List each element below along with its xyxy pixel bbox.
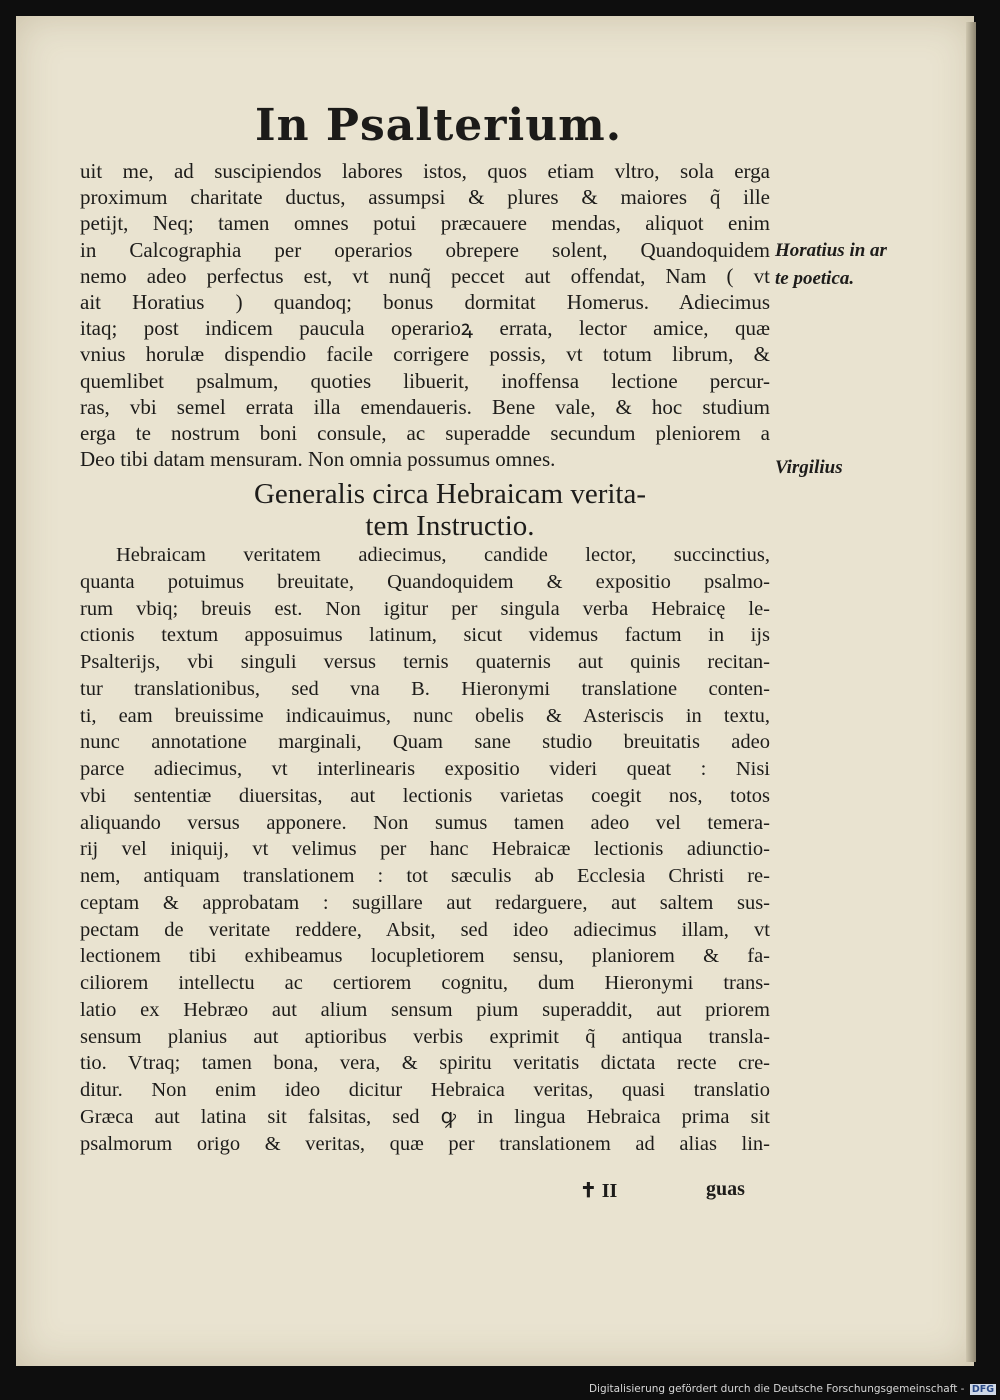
text-line: rum vbiq; breuis est. Non igitur per singula verba Hebraicę le- xyxy=(80,597,770,620)
text-line: sensum planius aut aptioribus verbis exprimit q̃ antiqua transla- xyxy=(80,1025,770,1048)
catchword: guas xyxy=(706,1178,745,1200)
margin-note-virgilius: Virgilius xyxy=(775,457,843,478)
text-line: nunc annotatione marginali, Quam sane studio breuitatis adeo xyxy=(80,731,770,754)
text-line: lectionem tibi exhibeamus locupletiorem sensu, planiorem & fa- xyxy=(80,945,770,968)
section-title-line-2: tem Instructio. xyxy=(365,510,535,542)
page-edge xyxy=(966,22,976,1362)
text-line: erga te nostrum boni consule, ac superadde secundum pleniorem a xyxy=(80,420,770,445)
text-line: Græca aut latina sit falsitas, sed ꝙ in lingua Hebraica prima sit xyxy=(80,1105,770,1128)
paragraph-1 xyxy=(80,158,770,472)
section-title-line-1: Generalis circa Hebraicam verita- xyxy=(253,478,647,510)
text-line: rij vel iniquij, vt velimus per hanc Hebraicæ lectionis adiunctio- xyxy=(80,838,770,861)
paragraph-2 xyxy=(80,542,770,1157)
text-line: vnius horulæ dispendio facile corrigere possis, vt totum librum, & xyxy=(80,342,770,367)
text-line: itaq; post indicem paucula operarioꝝ errata, lector amice, quæ xyxy=(80,316,770,341)
text-line: ait Horatius ) quandoq; bonus dormitat Homerus. Adiecimus xyxy=(80,289,770,314)
text-line: Deo tibi datam mensuram. Non omnia possumus omnes. xyxy=(80,447,556,472)
text-line: psalmorum origo & veritas, quæ per translationem ad alias lin- xyxy=(80,1132,770,1155)
text-line: ditur. Non enim ideo dicitur Hebraica veritas, quasi translatio xyxy=(80,1079,770,1101)
margin-note-horatius: Horatius in ar xyxy=(775,240,887,261)
text-line: ti, eam breuissime indicauimus, nunc obelis & Asteriscis in textu, xyxy=(80,704,770,727)
text-line: in Calcographia per operarios obrepere solent, Quandoquidem xyxy=(80,237,770,262)
margin-note-horatius-cont: te poetica. xyxy=(775,268,855,289)
text-line: ceptam & approbatam : sugillare aut redarguere, aut saltem sus- xyxy=(80,891,770,914)
text-line: parce adiecimus, vt interlinearis expositio videri queat : Nisi xyxy=(80,758,770,780)
footer-text: Digitalisierung gefördert durch die Deutsche Forschungsgemeinschaft - xyxy=(588,1383,965,1395)
running-header: In Psalterium. xyxy=(255,100,623,151)
text-line: Psalterijs, vbi singuli versus ternis quaternis aut quinis recitan- xyxy=(80,651,770,673)
signature-mark: ✝ II xyxy=(580,1180,618,1202)
text-line: latio ex Hebræo aut alium sensum pium superaddit, aut priorem xyxy=(80,998,770,1021)
text-line: ciliorem intellectu ac certiorem cognitu, dum Hieronymi trans- xyxy=(80,972,770,994)
text-line: tur translationibus, sed vna B. Hieronymi translatione conten- xyxy=(80,677,770,700)
text-line: petijt, Neq; tamen omnes potui præcauere mendas, aliquot enim xyxy=(80,211,770,236)
text-line: quemlibet psalmum, quoties libuerit, inoffensa lectione percur- xyxy=(80,368,770,393)
text-line: tio. Vtraq; tamen bona, vera, & spiritu veritatis dictata recte cre- xyxy=(80,1052,770,1075)
text-line: aliquando versus apponere. Non sumus tamen adeo vel temera- xyxy=(80,811,770,834)
text-line: nem, antiquam translationem : tot sæculis ab Ecclesia Christi re- xyxy=(80,865,770,887)
text-line: pectam de veritate reddere, Absit, sed ideo adiecimus illam, vt xyxy=(80,918,770,941)
text-line: Hebraicam veritatem adiecimus, candide lector, succinctius, xyxy=(116,544,770,566)
text-line: nemo adeo perfectus est, vt nunq̃ peccet aut offendat, Nam ( vt xyxy=(80,263,770,288)
text-line: proximum charitate ductus, assumpsi & plures & maiores q̃ ille xyxy=(80,185,770,210)
text-line: ras, vbi semel errata illa emendaueris. Bene vale, & hoc studium xyxy=(80,394,770,419)
text-line: quanta potuimus breuitate, Quandoquidem & expositio psalmo- xyxy=(80,570,770,593)
text-line: ctionis textum apposuimus latinum, sicut videmus factum in ijs xyxy=(80,624,770,647)
dfg-logo: DFG xyxy=(971,1384,994,1395)
digitization-footer xyxy=(589,1383,996,1395)
text-line: uit me, ad suscipiendos labores istos, quos etiam vltro, sola erga xyxy=(80,159,770,183)
text-line: vbi sententiæ diuersitas, aut lectionis varietas coegit nos, totos xyxy=(80,784,770,807)
